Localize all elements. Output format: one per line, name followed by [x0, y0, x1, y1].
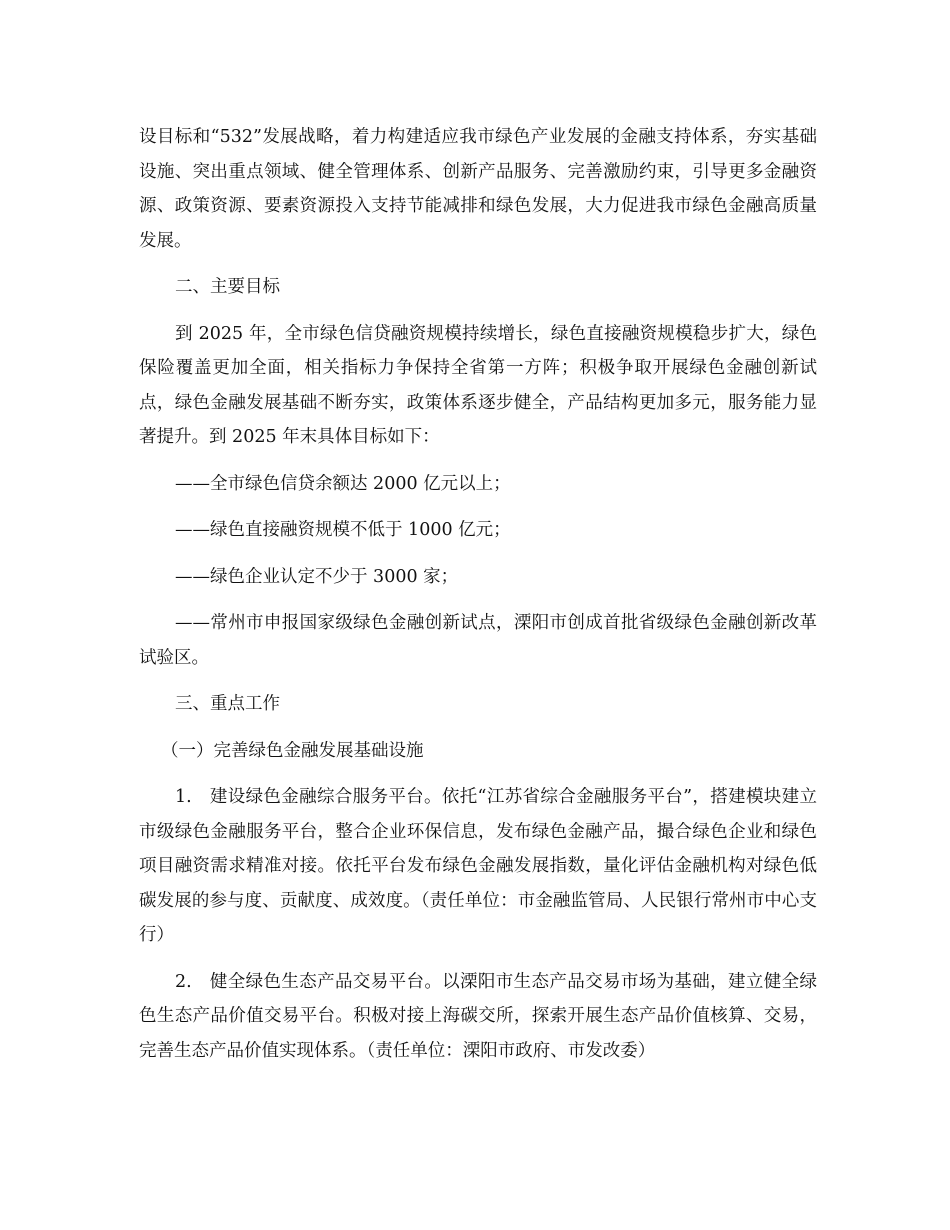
- paragraph-strategy-intro: 设目标和“532”发展战略，着力构建适应我市绿色产业发展的金融支持体系，夯实基础设施、突出重点领域、健全管理体系、创新产品服务、完善激励约束，引导更多金融资源、政策资源、要素资源投入支持节能减排和绿色发展，大力促进我市绿色金融高质量发展。: [139, 127, 817, 251]
- work-item-ecological-trading: 2. 健全绿色生态产品交易平台。以溧阳市生态产品交易市场为基础，建立健全绿色生态产品价值交易平台。积极对接上海碳交所，探索开展生态产品价值核算、交易，完善生态产品价值实现体系。（责任单位：溧阳市政府、市发改委）: [139, 971, 817, 1061]
- goal-item-green-credit: ——全市绿色信贷余额达 2000 亿元以上；: [175, 473, 511, 494]
- paragraph-goals-overview: 到 2025 年，全市绿色信贷融资规模持续增长，绿色直接融资规模稳步扩大，绿色保险覆盖更加全面，相关指标力争保持全省第一方阵；积极争取开展绿色金融创新试点，绿色金融发展基础不断夯实，政策体系逐步健全，产品结构更加多元，服务能力显著提升。到 2025 年末具体目标如下：: [139, 323, 817, 447]
- goal-item-pilot-zone: ——常州市申报国家级绿色金融创新试点，溧阳市创成首批省级绿色金融创新改革试验区。: [139, 613, 817, 668]
- goal-item-green-enterprises: ——绿色企业认定不少于 3000 家；: [175, 566, 459, 587]
- section-heading-key-work: 三、重点工作: [175, 694, 280, 714]
- document-body: [139, 120, 817, 1068]
- subsection-heading-infrastructure: （一）完善绿色金融发展基础设施: [161, 740, 424, 761]
- section-heading-main-goals: 二、主要目标: [175, 277, 280, 297]
- goal-item-direct-financing: ——绿色直接融资规模不低于 1000 亿元；: [175, 520, 511, 540]
- work-item-service-platform: 1. 建设绿色金融综合服务平台。依托“江苏省综合金融服务平台”，搭建模块建立市级绿色金融服务平台，整合企业环保信息，发布绿色金融产品，撮合绿色企业和绿色项目融资需求精准对接。依托平台发布绿色金融发展指数，量化评估金融机构对绿色低碳发展的参与度、贡献度、成效度。（责任单位：市金融监管局、人民银行常州市中心支行）: [139, 787, 817, 945]
